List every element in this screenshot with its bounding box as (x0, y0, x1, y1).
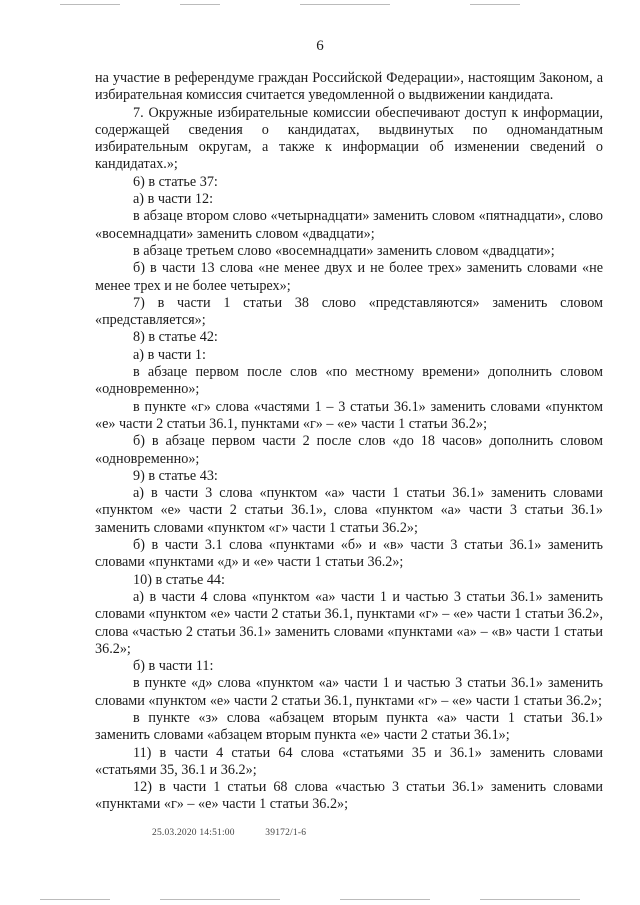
document-body (95, 70, 603, 814)
paragraph: в абзаце третьем слово «восемнадцати» заменить словом «двадцати»; (133, 242, 555, 259)
paragraph: в пункте «г» слова «частями 1 – 3 статьи 36.1» заменить словами «пунктом «е» части 2 статьи 36.1, пунктами «г» – «е» части 1 статьи 36.2»; (95, 398, 603, 432)
paragraph: 9) в статье 43: (133, 467, 218, 484)
scan-artifact (480, 899, 580, 900)
footer-timestamp: 25.03.2020 14:51:00 (152, 828, 235, 838)
paragraph: 7) в части 1 статьи 38 слово «представляются» заменить словом «представляется»; (95, 294, 603, 329)
paragraph: в абзаце втором слово «четырнадцати» заменить словом «пятнадцати», слово «восемнадцати» заменить словом «двадцати»; (95, 208, 603, 242)
scan-artifact (180, 4, 220, 5)
paragraph: в абзаце первом после слов «по местному времени» дополнить словом «одновременно»; (95, 364, 603, 398)
scan-artifact (40, 899, 110, 900)
paragraph: б) в части 13 слова «не менее двух и не более трех» заменить словами «не менее трех и не более четырех»; (95, 260, 603, 294)
scan-artifact (300, 4, 390, 5)
paragraph: 12) в части 1 статьи 68 слова «частью 3 статьи 36.1» заменить словами «пунктами «г» – «е» части 1 статьи 36.2»; (95, 779, 603, 813)
paragraph: а) в части 12: (133, 191, 214, 208)
paragraph: 7. Окружные избирательные комиссии обеспечивают доступ к информации, содержащей сведения о кандидатах, выдвинутых по одномандатным избирательным округам, а также к информации об изменении сведений о кандидатах.»; (95, 104, 603, 173)
paragraph: а) в части 1: (133, 346, 206, 363)
paragraph: б) в части 11: (133, 658, 214, 675)
document-footer (152, 828, 334, 838)
scan-artifact (160, 899, 280, 900)
paragraph: б) в части 3.1 слова «пунктами «б» и «в» части 3 статьи 36.1» заменить словами «пунктами «д» и «е» части 1 статьи 36.2»; (95, 537, 603, 571)
page-number: 6 (316, 38, 324, 54)
scan-artifact (470, 4, 520, 5)
paragraph-continuation: на участие в референдуме граждан Российской Федерации», настоящим Законом, а избирательная комиссия считается уведомленной о выдвижении кандидата. (95, 70, 603, 104)
footer-doc-code: 39172/1-6 (265, 828, 307, 838)
paragraph: в пункте «д» слова «пунктом «а» части 1 и частью 3 статьи 36.1» заменить словами «пунктом «е» части 2 статьи 36.1, пунктами «г» – «е» части 1 статьи 36.2»; (95, 675, 603, 709)
scan-artifact (60, 4, 120, 5)
paragraph: б) в абзаце первом части 2 после слов «до 18 часов» дополнить словом «одновременно»; (95, 433, 603, 467)
paragraph: 11) в части 4 статьи 64 слова «статьями 35 и 36.1» заменить словами «статьями 35, 36.1 и 36.2»; (95, 744, 603, 778)
paragraph: 8) в статье 42: (133, 329, 218, 346)
paragraph: а) в части 3 слова «пунктом «а» части 1 статьи 36.1» заменить словами «пунктом «е» части 2 статьи 36.1», слова «пунктом «а» части 3 статьи 36.1» заменить словами «пунктом «г» части 1 статьи 36.2»; (95, 485, 603, 536)
paragraph: а) в части 4 слова «пунктом «а» части 1 и частью 3 статьи 36.1» заменить словами «пунктом «е» части 2 статьи 36.1, пунктами «г» – «е» части 1 статьи 36.2», слова «частью 2 статьи 36.1» заменить словами «пунктами «а» – «в» части 1 статьи 36.2»; (95, 588, 603, 657)
paragraph: 10) в статье 44: (133, 571, 225, 588)
scan-artifact (340, 899, 430, 900)
paragraph: в пункте «з» слова «абзацем вторым пункта «а» части 1 статьи 36.1» заменить словами «абзацем вторым пункта «е» части 2 статьи 36.1»; (95, 709, 603, 744)
paragraph: 6) в статье 37: (133, 173, 218, 190)
